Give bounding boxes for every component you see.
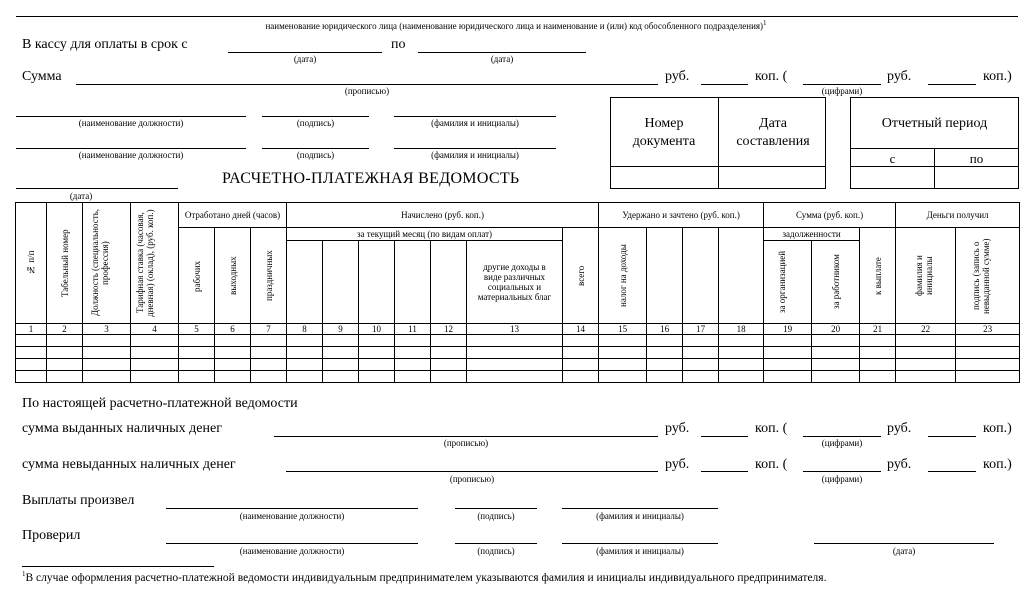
column-number: 1 (16, 324, 47, 335)
table-cell[interactable] (287, 335, 323, 347)
not-issued-kop-open: коп. ( (755, 457, 788, 472)
org-footnote-mark: 1 (763, 19, 767, 27)
approve2-position-line[interactable] (16, 148, 246, 149)
sum-digits-kop-line[interactable] (928, 84, 976, 85)
cash-label: В кассу для оплаты в срок с (22, 37, 188, 52)
table-cell[interactable] (251, 347, 287, 359)
th-by-emp-text: за работником (830, 254, 841, 310)
column-number: 23 (956, 324, 1020, 335)
table-cell[interactable] (956, 335, 1020, 347)
table-cell[interactable] (287, 347, 323, 359)
th-current-month-text: за текущий месяц (по видам оплат) (356, 229, 493, 239)
th-income-tax (599, 228, 647, 324)
table-cell[interactable] (896, 335, 956, 347)
table-cell[interactable] (467, 359, 563, 371)
table-cell[interactable] (812, 335, 860, 347)
table-cell[interactable] (131, 347, 179, 359)
table-cell[interactable] (860, 335, 896, 347)
table-cell[interactable] (16, 359, 47, 371)
period-from-label: с (889, 151, 896, 166)
paid-by-signature-caption: (подпись) (477, 511, 515, 521)
po-label: по (391, 37, 406, 52)
checked-position-line[interactable] (166, 543, 418, 544)
table-cell[interactable] (395, 359, 431, 371)
th-worked-off-text: выходных (227, 256, 238, 295)
footnote-mark: 1 (22, 570, 26, 578)
doc-number-field[interactable] (611, 167, 717, 188)
th-worked (179, 203, 287, 228)
column-number: 6 (215, 324, 251, 335)
table-cell[interactable] (563, 359, 599, 371)
not-issued-words-caption: (прописью) (449, 474, 495, 484)
column-number: 2 (47, 324, 83, 335)
column-number: 8 (287, 324, 323, 335)
th-rate-text: Тарифная ставка (часовая, дневная) (оклад), (руб. коп.) (134, 209, 155, 317)
th-recv-sign (956, 228, 1020, 324)
th-debt (764, 228, 860, 241)
table-cell[interactable] (83, 371, 131, 383)
th-no (16, 203, 47, 324)
th-withheld-17 (683, 228, 719, 324)
table-cell[interactable] (563, 347, 599, 359)
table-cell[interactable] (131, 359, 179, 371)
column-number: 9 (323, 324, 359, 335)
th-by-emp (812, 241, 860, 324)
table-cell[interactable] (251, 371, 287, 383)
org-name-line[interactable] (16, 16, 1018, 17)
th-by-org (764, 241, 812, 324)
th-to-pay-text: к выплате (872, 256, 883, 295)
issued-digits-rub-line[interactable] (803, 436, 881, 437)
th-sum-text: Сумма (руб. коп.) (796, 210, 864, 220)
table-cell[interactable] (179, 371, 215, 383)
approve2-name-caption: (фамилия и инициалы) (431, 150, 519, 160)
by-this-label: По настоящей расчетно-платежной ведомости (22, 396, 298, 411)
table-cell[interactable] (323, 359, 359, 371)
table-cell[interactable] (323, 371, 359, 383)
issued-kop-close: коп.) (983, 421, 1012, 436)
column-number: 12 (431, 324, 467, 335)
th-position-text: Должность (специальность, профессия) (89, 209, 110, 317)
th-accrued (287, 203, 599, 228)
table-cell[interactable] (599, 359, 647, 371)
not-issued-digits-kop-line[interactable] (928, 471, 976, 472)
table-cell[interactable] (251, 359, 287, 371)
checked-date-caption: (дата) (892, 546, 916, 556)
table-cell[interactable] (719, 359, 764, 371)
column-number: 21 (860, 324, 896, 335)
table-cell[interactable] (764, 371, 812, 383)
not-issued-digits-caption: (цифрами) (821, 474, 863, 484)
sum-words-caption: (прописью) (344, 86, 390, 96)
sum-rub-label: руб. (665, 69, 690, 84)
not-issued-words-line[interactable] (286, 471, 658, 472)
issued-kop-open: коп. ( (755, 421, 788, 436)
period-to-field[interactable] (935, 167, 1018, 188)
sum-label: Сумма (22, 69, 62, 84)
table-cell[interactable] (467, 371, 563, 383)
issued-label: сумма выданных наличных денег (22, 421, 222, 436)
th-worked-work (179, 228, 215, 324)
table-cell[interactable] (431, 335, 467, 347)
table-cell[interactable] (812, 371, 860, 383)
column-number: 4 (131, 324, 179, 335)
th-tab-text: Табельный номер (59, 229, 70, 297)
column-number: 18 (719, 324, 764, 335)
th-worked-hol-text: праздничных (263, 250, 274, 301)
approve2-signature-line[interactable] (262, 148, 369, 149)
table-row[interactable] (16, 335, 1020, 347)
th-withheld-16 (647, 228, 683, 324)
table-cell[interactable] (860, 347, 896, 359)
column-number: 11 (395, 324, 431, 335)
table-cell[interactable] (359, 347, 395, 359)
table-cell[interactable] (431, 347, 467, 359)
table-cell[interactable] (395, 371, 431, 383)
th-worked-off (215, 228, 251, 324)
table-cell[interactable] (179, 347, 215, 359)
not-issued-kop-line[interactable] (701, 471, 748, 472)
paid-by-signature-line[interactable] (455, 508, 537, 509)
table-cell[interactable] (323, 335, 359, 347)
sum-digits-caption: (цифрами) (821, 86, 863, 96)
table-cell[interactable] (83, 347, 131, 359)
issued-words-line[interactable] (274, 436, 658, 437)
table-cell[interactable] (764, 335, 812, 347)
paid-by-name-line[interactable] (562, 508, 718, 509)
table-cell[interactable] (215, 347, 251, 359)
th-income-tax-text: налог на доходы (617, 244, 628, 307)
table-cell[interactable] (431, 371, 467, 383)
table-cell[interactable] (467, 335, 563, 347)
table-cell[interactable] (719, 371, 764, 383)
th-received (896, 203, 1020, 228)
approve2-signature-caption: (подпись) (296, 150, 335, 160)
doc-date-field[interactable] (719, 167, 825, 188)
table-cell[interactable] (215, 371, 251, 383)
table-cell[interactable] (16, 335, 47, 347)
approve1-name-line[interactable] (394, 116, 556, 117)
th-worked-text: Отработано дней (часов) (184, 210, 281, 220)
table-cell[interactable] (860, 359, 896, 371)
column-number: 17 (683, 324, 719, 335)
th-debt-text: задолженности (782, 229, 841, 239)
not-issued-digits-rub-line[interactable] (803, 471, 881, 472)
table-cell[interactable] (719, 335, 764, 347)
table-cell[interactable] (683, 347, 719, 359)
not-issued-digits-rub: руб. (887, 457, 912, 472)
table-row[interactable] (16, 371, 1020, 383)
th-withheld (599, 203, 764, 228)
th-by-org-text: за организацией (776, 250, 787, 314)
th-no-text: № п/п (26, 250, 36, 276)
th-withheld-text: Удержано и зачтено (руб. коп.) (622, 210, 740, 220)
table-cell[interactable] (467, 347, 563, 359)
column-number: 10 (359, 324, 395, 335)
table-cell[interactable] (764, 359, 812, 371)
not-issued-kop-close: коп.) (983, 457, 1012, 472)
table-cell[interactable] (359, 335, 395, 347)
table-cell[interactable] (896, 371, 956, 383)
approve1-name-caption: (фамилия и инициалы) (431, 118, 519, 128)
table-cell[interactable] (395, 347, 431, 359)
approve2-name-line[interactable] (394, 148, 556, 149)
paid-by-position-line[interactable] (166, 508, 418, 509)
issued-kop-line[interactable] (701, 436, 748, 437)
sum-kop-close: коп.) (983, 69, 1012, 84)
checked-label: Проверил (22, 528, 81, 543)
footnote-separator (22, 566, 214, 567)
approve1-signature-line[interactable] (262, 116, 369, 117)
table-cell[interactable] (131, 335, 179, 347)
sum-digits-rub: руб. (887, 69, 912, 84)
th-other-income (467, 241, 563, 324)
issued-digits-rub: руб. (887, 421, 912, 436)
table-row[interactable] (16, 347, 1020, 359)
not-issued-label: сумма невыданных наличных денег (22, 457, 236, 472)
table-row[interactable] (16, 359, 1020, 371)
sum-digits-rub-line[interactable] (803, 84, 881, 85)
org-caption (16, 18, 1016, 31)
table-cell[interactable] (287, 371, 323, 383)
table-cell[interactable] (860, 371, 896, 383)
table-cell[interactable] (647, 335, 683, 347)
table-cell[interactable] (896, 359, 956, 371)
th-recv-name-text: фамилия и инициалы (913, 255, 934, 296)
table-cell[interactable] (359, 359, 395, 371)
not-issued-rub: руб. (665, 457, 690, 472)
table-cell[interactable] (647, 371, 683, 383)
table-cell[interactable] (287, 359, 323, 371)
period-label: Отчетный период (881, 116, 988, 131)
column-number: 16 (647, 324, 683, 335)
approve2-position-caption: (наименование должности) (78, 150, 184, 160)
th-worked-hol (251, 228, 287, 324)
table-cell[interactable] (599, 335, 647, 347)
date-to-caption: (дата) (490, 54, 514, 64)
th-to-pay (860, 228, 896, 324)
table-cell[interactable] (83, 359, 131, 371)
paid-by-label: Выплаты произвел (22, 493, 135, 508)
table-cell[interactable] (647, 359, 683, 371)
date-from-caption: (дата) (293, 54, 317, 64)
footnote-text: В случае оформления расчетно-платежной ведомости индивидуальным предпринимателем указываются фамилия и инициалы индивидуального предпринимателя. (25, 571, 827, 584)
column-number: 13 (467, 324, 563, 335)
th-recv-name (896, 228, 956, 324)
th-month-9 (323, 241, 359, 324)
th-total (563, 228, 599, 324)
table-cell[interactable] (215, 359, 251, 371)
doc-date-label: Дата составления (736, 116, 810, 149)
table-cell[interactable] (47, 335, 83, 347)
sum-kop-open: коп. ( (755, 69, 788, 84)
table-cell[interactable] (179, 335, 215, 347)
page-title: РАСЧЕТНО-ПЛАТЕЖНАЯ ВЕДОМОСТЬ (222, 170, 520, 187)
th-month-11 (395, 241, 431, 324)
table-cell[interactable] (764, 347, 812, 359)
table-cell[interactable] (47, 347, 83, 359)
issued-digits-caption: (цифрами) (821, 438, 863, 448)
th-recv-sign-text: подпись (запись о невыданной сумме) (970, 237, 991, 314)
th-position (83, 203, 131, 324)
column-number: 3 (83, 324, 131, 335)
table-cell[interactable] (47, 371, 83, 383)
th-total-text: всего (575, 265, 586, 286)
paid-by-position-caption: (наименование должности) (239, 511, 345, 521)
th-month-10 (359, 241, 395, 324)
th-worked-work-text: рабочих (191, 259, 202, 292)
table-cell[interactable] (215, 335, 251, 347)
date-from-line[interactable] (228, 52, 382, 53)
table-cell[interactable] (683, 335, 719, 347)
column-number: 22 (896, 324, 956, 335)
table-cell[interactable] (683, 371, 719, 383)
table-cell[interactable] (323, 347, 359, 359)
period-to-label: по (969, 151, 984, 166)
th-month-12 (431, 241, 467, 324)
period-from-field[interactable] (851, 167, 933, 188)
table-cell[interactable] (812, 347, 860, 359)
sum-kop-line[interactable] (701, 84, 748, 85)
th-current-month (287, 228, 563, 241)
column-number: 20 (812, 324, 860, 335)
table-cell[interactable] (47, 359, 83, 371)
checked-signature-caption: (подпись) (477, 546, 515, 556)
checked-position-caption: (наименование должности) (239, 546, 345, 556)
th-accrued-text: Начислено (руб. коп.) (401, 210, 484, 220)
column-number: 7 (251, 324, 287, 335)
column-number: 14 (563, 324, 599, 335)
issued-digits-kop-line[interactable] (928, 436, 976, 437)
checked-name-line[interactable] (562, 543, 718, 544)
table-cell[interactable] (359, 371, 395, 383)
table-cell[interactable] (251, 335, 287, 347)
table-cell[interactable] (563, 371, 599, 383)
table-cell[interactable] (563, 335, 599, 347)
approve1-position-caption: (наименование должности) (78, 118, 184, 128)
approve1-signature-caption: (подпись) (296, 118, 335, 128)
th-tab (47, 203, 83, 324)
approve-date-line[interactable] (16, 188, 178, 189)
th-rate (131, 203, 179, 324)
table-cell[interactable] (131, 371, 179, 383)
table-cell[interactable] (647, 347, 683, 359)
table-cell[interactable] (83, 335, 131, 347)
paid-by-name-caption: (фамилия и инициалы) (596, 511, 684, 521)
column-number: 5 (179, 324, 215, 335)
table-cell[interactable] (16, 347, 47, 359)
approve1-position-line[interactable] (16, 116, 246, 117)
approve-date-caption: (дата) (69, 191, 93, 201)
table-cell[interactable] (683, 359, 719, 371)
table-cell[interactable] (812, 359, 860, 371)
column-number: 15 (599, 324, 647, 335)
table-cell[interactable] (431, 359, 467, 371)
th-withheld-18 (719, 228, 764, 324)
table-cell[interactable] (16, 371, 47, 383)
checked-signature-line[interactable] (455, 543, 537, 544)
date-to-line[interactable] (418, 52, 586, 53)
table-cell[interactable] (719, 347, 764, 359)
table-cell[interactable] (956, 371, 1020, 383)
th-month-8 (287, 241, 323, 324)
table-cell[interactable] (896, 347, 956, 359)
table-cell[interactable] (599, 371, 647, 383)
checked-date-line[interactable] (814, 543, 994, 544)
doc-number-label: Номер документа (632, 116, 696, 149)
th-other-income-text: другие доходы в виде различных социальных и материальных благ (477, 262, 552, 302)
org-caption-text: наименование юридического лица (наименование юридического лица и наименование и (или) код обособленного подразделения) (265, 21, 764, 31)
issued-rub: руб. (665, 421, 690, 436)
table-cell[interactable] (956, 359, 1020, 371)
th-sum (764, 203, 896, 228)
table-cell[interactable] (395, 335, 431, 347)
issued-words-caption: (прописью) (443, 438, 489, 448)
checked-name-caption: (фамилия и инициалы) (596, 546, 684, 556)
sum-words-line[interactable] (76, 84, 658, 85)
th-received-text: Деньги получил (926, 210, 989, 220)
table-cell[interactable] (599, 347, 647, 359)
column-number: 19 (764, 324, 812, 335)
table-cell[interactable] (179, 359, 215, 371)
footnote (22, 570, 826, 584)
payroll-table (15, 202, 1020, 383)
column-numbers-row (16, 324, 1020, 335)
table-cell[interactable] (956, 347, 1020, 359)
